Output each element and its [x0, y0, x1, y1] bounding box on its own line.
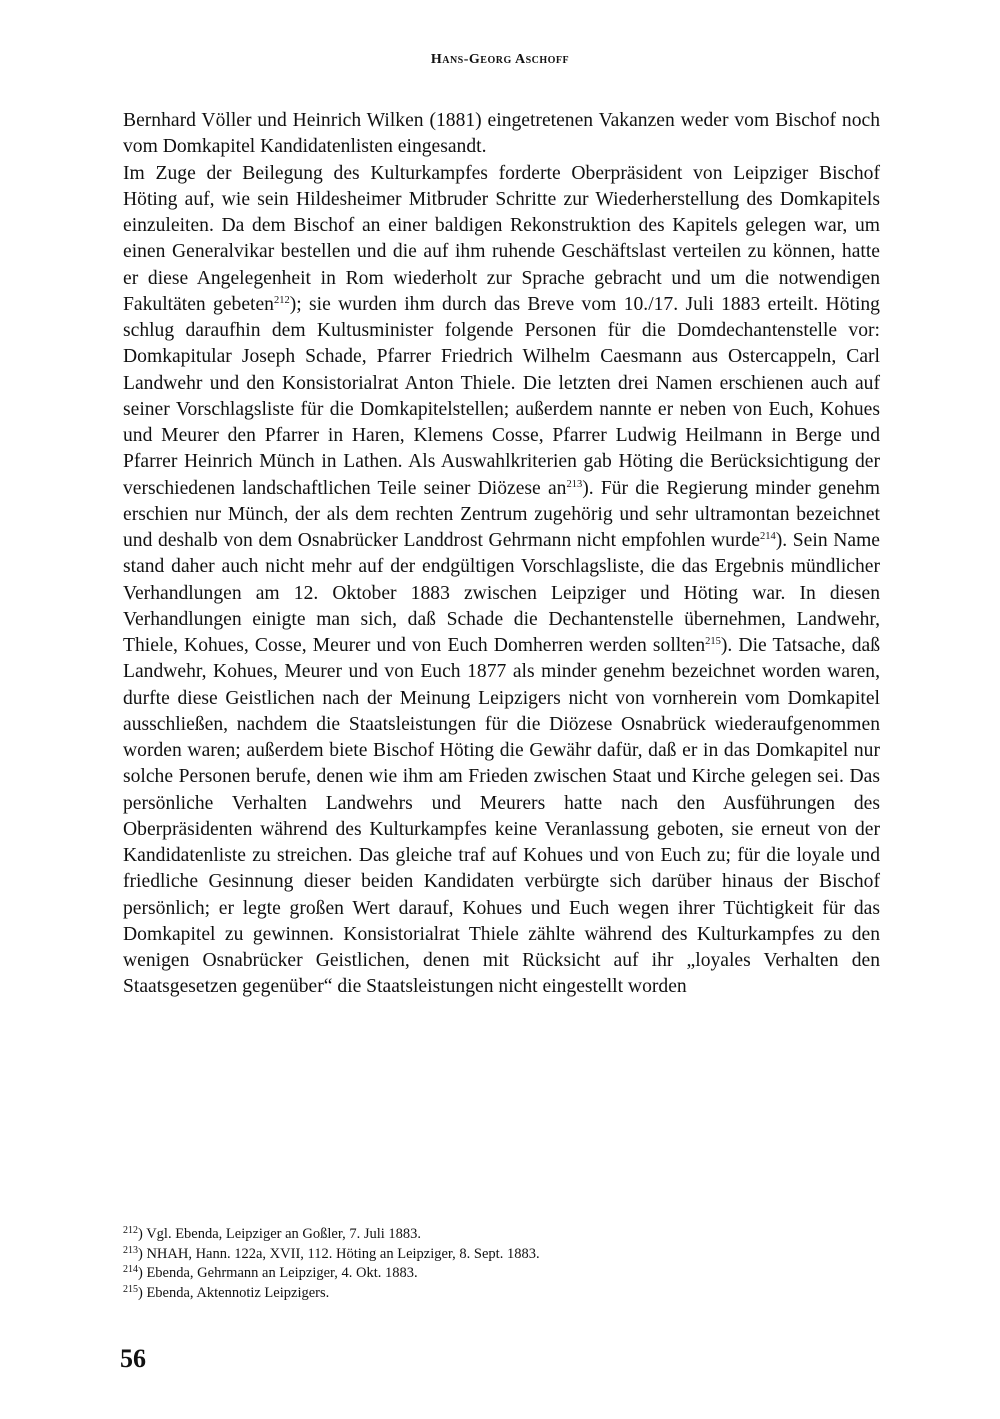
paragraph-2-part-5: ). Die Tatsache, daß Landwehr, Kohues, Meurer und von Euch 1877 als minder genehm bezeichnet worden waren, durfte diese Geistlichen nach der Meinung Leipzigers nicht von vornherein vom Domkapitel ausschließen, nachdem die Staatsleistungen für die Diözese Osnabrück wiederaufgenommen worden waren; außerdem biete Bischof Höting die Gewähr dafür, daß er in das Domkapitel nur solche Personen berufe, denen wie ihm am Frieden zwischen Staat und Kirche gelegen sei. Das persönliche Verhalten Landwehrs und Meurers hatte nach den Ausführungen des Oberpräsidenten während des Kulturkampfes keine Veranlassung geboten, sie erneut von der Kandidatenliste zu streichen. Das gleiche traf auf Kohues und von Euch zu; für die loyale und friedliche Gesinnung dieser beiden Kandidaten verbürgte sich darüber hinaus der Bischof persönlich; er legte großen Wert darauf, Kohues und Euch wegen ihrer Tüchtigkeit für das Domkapitel zu gewinnen. Konsistorialrat Thiele zählte während des Kulturkampfes zu den wenigen Osnabrücker Geistlichen, denen mit Rücksicht auf ihr „loyales Verhalten den Staatsgesetzen gegenüber“ die Staatsleistungen nicht eingestellt worden — [123, 635, 881, 998]
footnote-ref-215: 215 — [705, 636, 721, 647]
footnote-212 — [123, 1225, 880, 1245]
page-number: 56 — [120, 1344, 146, 1373]
footnote-text: ) Ebenda, Aktennotiz Leipzigers. — [138, 1284, 330, 1301]
footnotes — [123, 1225, 880, 1303]
footnote-215 — [123, 1284, 880, 1304]
footnote-ref-213: 213 — [566, 478, 583, 490]
paragraph-2 — [123, 161, 880, 1001]
running-head: Hans-Georg Aschoff — [430, 52, 570, 67]
footnote-text: ) Ebenda, Gehrmann an Leipziger, 4. Okt. 1883. — [138, 1265, 418, 1281]
footnote-number: 212 — [123, 1225, 138, 1236]
footnote-214 — [123, 1264, 880, 1284]
footnote-number: 215 — [123, 1283, 138, 1295]
paragraph-2-part-2: ); sie wurden ihm durch das Breve vom 10./17. Juli 1883 erteilt. Höting schlug daraufhin dem Kultusminister folgende Personen für die Domdechantenstelle vor: Domkapitular Joseph Schade, Pfarrer Friedrich Wilhelm Caesmann aus Ostercappeln, Carl Landwehr und den Konsistorialrat Anton Thiele. Die letzten drei Namen erschienen auch auf seiner Vorschlagsliste für die Domkapitelstellen; außerdem nannte er neben von Euch, Kohues und Meurer den Pfarrer in Haren, Klemens Cosse, Pfarrer Ludwig Heilmann in Berge und Pfarrer Heinrich Münch in Lathen. Als Auswahlkriterien gab Höting die Berücksichtigung der verschiedenen landschaftlichen Teile seiner Diözese an — [123, 293, 880, 499]
footnote-text: ) Vgl. Ebenda, Leipziger an Goßler, 7. Juli 1883. — [138, 1226, 422, 1242]
body-text — [123, 108, 880, 1001]
paragraph-1: Bernhard Völler und Heinrich Wilken (1881) eingetretenen Vakanzen weder vom Bischof noch vom Domkapitel Kandidatenlisten eingesandt. — [123, 110, 880, 158]
footnote-ref-214: 214 — [760, 531, 776, 542]
footnote-number: 214 — [123, 1264, 138, 1275]
footnote-text: ) NHAH, Hann. 122a, XVII, 112. Höting an Leipziger, 8. Sept. 1883. — [138, 1245, 540, 1262]
paragraph-2-part-3: ). Für die Regierung minder genehm erschien nur Münch, der als dem rechten Zentrum zugehörig und sehr ultramontan bezeichnet und deshalb von dem Osnabrücker Landdrost Gehrmann nicht empfohlen wurde — [123, 477, 881, 551]
footnote-ref-212: 212 — [273, 294, 290, 306]
paragraph-2-part-4: ). Sein Name stand daher auch nicht mehr auf der endgültigen Vorschlagsliste, die das Ergebnis mündlicher Verhandlungen am 12. Oktober 1883 zwischen Leipziger und Höting war. In diesen Verhandlungen einigte man sich, daß Schade die Dechantenstelle übernehmen, Landwehr, Thiele, Kohues, Cosse, Meurer und von Euch Domherren werden sollten — [123, 530, 881, 656]
footnote-213 — [123, 1245, 880, 1265]
paragraph-2-part-1: Im Zuge der Beilegung des Kulturkampfes forderte Oberpräsident von Leipziger Bischof Höting auf, wie sein Hildesheimer Mitbruder Schritte zur Wiederherstellung des Domkapitels einzuleiten. Da dem Bischof an einer baldigen Rekonstruktion des Kapitels gelegen war, um einen Generalvikar bestellen und die auf ihm ruhende Geschäftslast verteilen zu können, hatte er diese Angelegenheit in Rom wiederholt zur Sprache gebracht und um die notwendigen Fakultäten gebeten — [123, 162, 880, 315]
footnote-number: 213 — [123, 1244, 138, 1256]
